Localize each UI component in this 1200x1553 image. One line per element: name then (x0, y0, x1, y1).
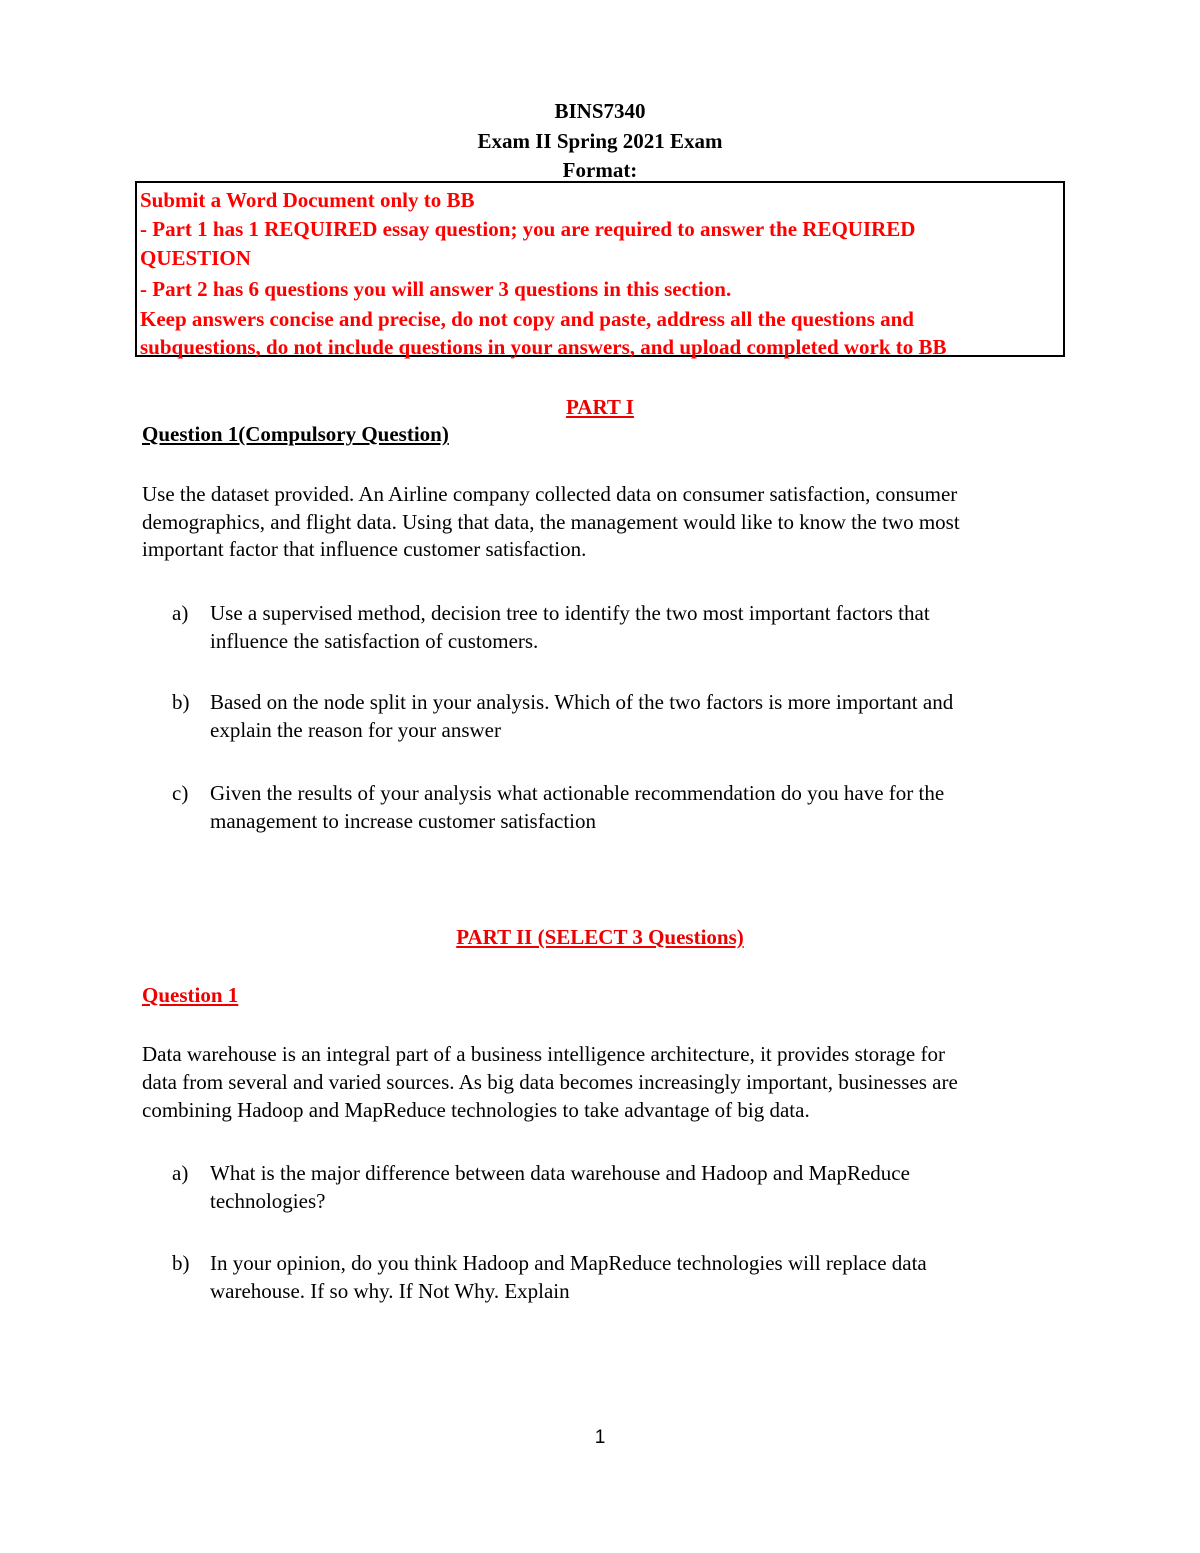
page-number: 1 (594, 1427, 606, 1448)
format-label: Format: (562, 158, 638, 182)
instructions-box (135, 181, 1065, 357)
part1-intro-line: important factor that influence customer satisfaction. (142, 537, 587, 561)
instruction-line: - Part 2 has 6 questions you will answer 3 questions in this section. (140, 277, 732, 301)
item-text: Given the results of your analysis what actionable recommendation do you have for the (210, 781, 945, 805)
exam-title: Exam II Spring 2021 Exam (477, 129, 723, 153)
item-label: a) (172, 1161, 189, 1185)
item-label: b) (172, 1251, 190, 1275)
item-label: c) (172, 781, 189, 805)
part2-intro-line: combining Hadoop and MapReduce technologies to take advantage of big data. (142, 1098, 810, 1122)
item-text: What is the major difference between data warehouse and Hadoop and MapReduce (210, 1161, 910, 1185)
item-text: explain the reason for your answer (210, 718, 501, 742)
item-text: warehouse. If so why. If Not Why. Explain (210, 1279, 570, 1303)
instruction-line: Keep answers concise and precise, do not copy and paste, address all the questions and (140, 307, 914, 331)
part1-heading: PART I (566, 395, 634, 419)
part2-heading: PART II (SELECT 3 Questions) (456, 925, 744, 949)
item-label: a) (172, 601, 189, 625)
part2-intro-line: Data warehouse is an integral part of a business intelligence architecture, it provides storage for (142, 1042, 945, 1066)
item-text: Based on the node split in your analysis. Which of the two factors is more important and (210, 690, 954, 714)
item-text: In your opinion, do you think Hadoop and MapReduce technologies will replace data (210, 1251, 927, 1275)
item-text: influence the satisfaction of customers. (210, 629, 539, 653)
item-text: management to increase customer satisfaction (210, 809, 597, 833)
item-text: technologies? (210, 1189, 326, 1213)
part1-intro-line: Use the dataset provided. An Airline company collected data on consumer satisfaction, consumer (142, 482, 958, 506)
item-label: b) (172, 690, 190, 714)
instruction-line: Submit a Word Document only to BB (140, 188, 475, 212)
part2-question-title: Question 1 (142, 983, 239, 1007)
part1-question-title: Question 1(Compulsory Question) (142, 422, 449, 446)
part1-intro-line: demographics, and flight data. Using that data, the management would like to know the two most (142, 510, 960, 534)
instruction-line: QUESTION (140, 246, 251, 270)
instruction-line: subquestions, do not include questions in your answers, and upload completed work to BB (140, 335, 947, 359)
part2-intro-line: data from several and varied sources. As big data becomes increasingly important, businesses are (142, 1070, 958, 1094)
item-text: Use a supervised method, decision tree to identify the two most important factors that (210, 601, 930, 625)
course-code: BINS7340 (554, 99, 646, 123)
instruction-line: - Part 1 has 1 REQUIRED essay question; you are required to answer the REQUIRED (140, 217, 916, 241)
